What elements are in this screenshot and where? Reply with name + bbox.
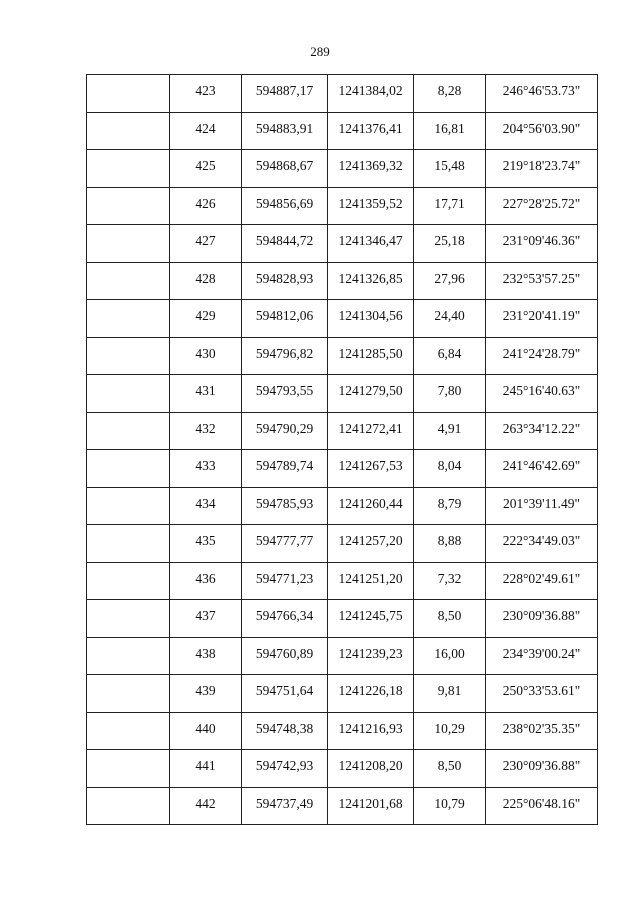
distance-cell: 16,81 xyxy=(414,112,486,150)
x-coordinate-cell: 594737,49 xyxy=(242,787,328,825)
x-coordinate-cell: 594785,93 xyxy=(242,487,328,525)
y-coordinate-cell: 1241245,75 xyxy=(328,600,414,638)
angle-cell: 245°16'40.63" xyxy=(486,375,598,413)
table-row xyxy=(87,150,598,188)
distance-cell: 24,40 xyxy=(414,300,486,338)
angle-cell: 238°02'35.35" xyxy=(486,712,598,750)
table-row xyxy=(87,112,598,150)
table-row xyxy=(87,525,598,563)
distance-cell: 8,88 xyxy=(414,525,486,563)
angle-cell: 201°39'11.49" xyxy=(486,487,598,525)
angle-cell: 225°06'48.16" xyxy=(486,787,598,825)
distance-cell: 4,91 xyxy=(414,412,486,450)
table-row xyxy=(87,637,598,675)
x-coordinate-cell: 594748,38 xyxy=(242,712,328,750)
distance-cell: 8,28 xyxy=(414,75,486,113)
point-number-cell: 431 xyxy=(170,375,242,413)
point-number-cell: 440 xyxy=(170,712,242,750)
empty-cell xyxy=(87,187,170,225)
distance-cell: 17,71 xyxy=(414,187,486,225)
y-coordinate-cell: 1241285,50 xyxy=(328,337,414,375)
empty-cell xyxy=(87,487,170,525)
y-coordinate-cell: 1241216,93 xyxy=(328,712,414,750)
x-coordinate-cell: 594766,34 xyxy=(242,600,328,638)
table-row xyxy=(87,337,598,375)
distance-cell: 7,32 xyxy=(414,562,486,600)
y-coordinate-cell: 1241326,85 xyxy=(328,262,414,300)
table-row xyxy=(87,750,598,788)
coordinates-table xyxy=(86,74,598,825)
x-coordinate-cell: 594742,93 xyxy=(242,750,328,788)
empty-cell xyxy=(87,750,170,788)
point-number-cell: 438 xyxy=(170,637,242,675)
angle-cell: 227°28'25.72" xyxy=(486,187,598,225)
point-number-cell: 428 xyxy=(170,262,242,300)
y-coordinate-cell: 1241267,53 xyxy=(328,450,414,488)
table-row xyxy=(87,75,598,113)
angle-cell: 234°39'00.24" xyxy=(486,637,598,675)
point-number-cell: 432 xyxy=(170,412,242,450)
x-coordinate-cell: 594868,67 xyxy=(242,150,328,188)
angle-cell: 230°09'36.88" xyxy=(486,750,598,788)
x-coordinate-cell: 594796,82 xyxy=(242,337,328,375)
distance-cell: 8,04 xyxy=(414,450,486,488)
y-coordinate-cell: 1241257,20 xyxy=(328,525,414,563)
y-coordinate-cell: 1241201,68 xyxy=(328,787,414,825)
angle-cell: 228°02'49.61" xyxy=(486,562,598,600)
empty-cell xyxy=(87,525,170,563)
empty-cell xyxy=(87,637,170,675)
angle-cell: 250°33'53.61" xyxy=(486,675,598,713)
point-number-cell: 441 xyxy=(170,750,242,788)
angle-cell: 231°20'41.19" xyxy=(486,300,598,338)
x-coordinate-cell: 594844,72 xyxy=(242,225,328,263)
empty-cell xyxy=(87,112,170,150)
table-row xyxy=(87,187,598,225)
angle-cell: 231°09'46.36" xyxy=(486,225,598,263)
empty-cell xyxy=(87,600,170,638)
distance-cell: 8,50 xyxy=(414,600,486,638)
x-coordinate-cell: 594887,17 xyxy=(242,75,328,113)
y-coordinate-cell: 1241260,44 xyxy=(328,487,414,525)
distance-cell: 25,18 xyxy=(414,225,486,263)
table-row xyxy=(87,412,598,450)
table-row xyxy=(87,712,598,750)
distance-cell: 15,48 xyxy=(414,150,486,188)
y-coordinate-cell: 1241384,02 xyxy=(328,75,414,113)
y-coordinate-cell: 1241279,50 xyxy=(328,375,414,413)
distance-cell: 7,80 xyxy=(414,375,486,413)
table-row xyxy=(87,600,598,638)
y-coordinate-cell: 1241251,20 xyxy=(328,562,414,600)
coordinates-table-body xyxy=(87,75,598,825)
empty-cell xyxy=(87,787,170,825)
point-number-cell: 423 xyxy=(170,75,242,113)
x-coordinate-cell: 594790,29 xyxy=(242,412,328,450)
table-row xyxy=(87,375,598,413)
x-coordinate-cell: 594771,23 xyxy=(242,562,328,600)
empty-cell xyxy=(87,450,170,488)
table-row xyxy=(87,262,598,300)
empty-cell xyxy=(87,75,170,113)
table-row xyxy=(87,450,598,488)
point-number-cell: 429 xyxy=(170,300,242,338)
page-number: 289 xyxy=(310,44,330,59)
x-coordinate-cell: 594793,55 xyxy=(242,375,328,413)
point-number-cell: 433 xyxy=(170,450,242,488)
distance-cell: 16,00 xyxy=(414,637,486,675)
distance-cell: 8,50 xyxy=(414,750,486,788)
angle-cell: 241°46'42.69" xyxy=(486,450,598,488)
angle-cell: 222°34'49.03" xyxy=(486,525,598,563)
empty-cell xyxy=(87,300,170,338)
table-row xyxy=(87,300,598,338)
point-number-cell: 439 xyxy=(170,675,242,713)
x-coordinate-cell: 594856,69 xyxy=(242,187,328,225)
distance-cell: 9,81 xyxy=(414,675,486,713)
angle-cell: 263°34'12.22" xyxy=(486,412,598,450)
x-coordinate-cell: 594751,64 xyxy=(242,675,328,713)
empty-cell xyxy=(87,225,170,263)
point-number-cell: 425 xyxy=(170,150,242,188)
empty-cell xyxy=(87,562,170,600)
angle-cell: 232°53'57.25" xyxy=(486,262,598,300)
angle-cell: 246°46'53.73" xyxy=(486,75,598,113)
y-coordinate-cell: 1241304,56 xyxy=(328,300,414,338)
angle-cell: 204°56'03.90" xyxy=(486,112,598,150)
point-number-cell: 424 xyxy=(170,112,242,150)
empty-cell xyxy=(87,675,170,713)
distance-cell: 10,79 xyxy=(414,787,486,825)
distance-cell: 8,79 xyxy=(414,487,486,525)
y-coordinate-cell: 1241208,20 xyxy=(328,750,414,788)
y-coordinate-cell: 1241239,23 xyxy=(328,637,414,675)
x-coordinate-cell: 594812,06 xyxy=(242,300,328,338)
empty-cell xyxy=(87,262,170,300)
table-row xyxy=(87,787,598,825)
x-coordinate-cell: 594789,74 xyxy=(242,450,328,488)
y-coordinate-cell: 1241369,32 xyxy=(328,150,414,188)
y-coordinate-cell: 1241346,47 xyxy=(328,225,414,263)
table-row xyxy=(87,487,598,525)
distance-cell: 10,29 xyxy=(414,712,486,750)
y-coordinate-cell: 1241272,41 xyxy=(328,412,414,450)
x-coordinate-cell: 594883,91 xyxy=(242,112,328,150)
y-coordinate-cell: 1241376,41 xyxy=(328,112,414,150)
empty-cell xyxy=(87,712,170,750)
point-number-cell: 437 xyxy=(170,600,242,638)
angle-cell: 241°24'28.79" xyxy=(486,337,598,375)
empty-cell xyxy=(87,412,170,450)
point-number-cell: 436 xyxy=(170,562,242,600)
angle-cell: 230°09'36.88" xyxy=(486,600,598,638)
table-row xyxy=(87,562,598,600)
x-coordinate-cell: 594760,89 xyxy=(242,637,328,675)
table-row xyxy=(87,675,598,713)
y-coordinate-cell: 1241359,52 xyxy=(328,187,414,225)
table-row xyxy=(87,225,598,263)
point-number-cell: 430 xyxy=(170,337,242,375)
y-coordinate-cell: 1241226,18 xyxy=(328,675,414,713)
empty-cell xyxy=(87,150,170,188)
distance-cell: 27,96 xyxy=(414,262,486,300)
angle-cell: 219°18'23.74" xyxy=(486,150,598,188)
point-number-cell: 442 xyxy=(170,787,242,825)
x-coordinate-cell: 594777,77 xyxy=(242,525,328,563)
x-coordinate-cell: 594828,93 xyxy=(242,262,328,300)
point-number-cell: 426 xyxy=(170,187,242,225)
point-number-cell: 435 xyxy=(170,525,242,563)
point-number-cell: 427 xyxy=(170,225,242,263)
empty-cell xyxy=(87,375,170,413)
empty-cell xyxy=(87,337,170,375)
point-number-cell: 434 xyxy=(170,487,242,525)
distance-cell: 6,84 xyxy=(414,337,486,375)
